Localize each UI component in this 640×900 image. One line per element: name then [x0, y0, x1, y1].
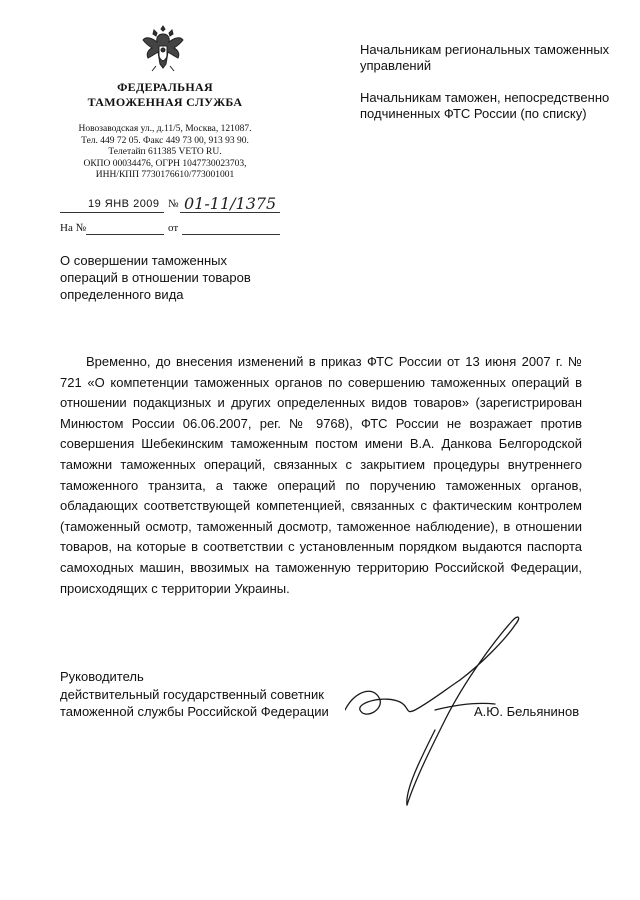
recipient-regional: Начальникам региональных таможенных управлений	[360, 42, 610, 73]
org-name-line1: ФЕДЕРАЛЬНАЯ	[117, 80, 213, 94]
signatory-title-line2: действительный государственный советник	[60, 686, 324, 702]
letter-subject: О совершении таможенных операций в отношении товаров определенного вида	[60, 253, 251, 302]
signatory-title	[60, 668, 360, 721]
signatory-title-line3: таможенной службы Российской Федерации	[60, 704, 329, 719]
reference-number-label: На №	[60, 222, 87, 234]
letter-body: Временно, до внесения изменений в приказ ФТС России от 13 июня 2007 г. № 721 «О компетенции таможенных органов по совершению таможенных операций в отношении подакцизных и других определенных видов товаров» (зарегистрирован Минюстом России 06.06.2007, рег. № 9768), ФТС России не возражает против совершения Шебекинским таможенным постом имени В.А. Данкова Белгородской таможни таможенных операций, связанных с закрытием процедуры внутреннего таможенного транзита, а также операций по поручению таможенных органов, обладающих соответствующей компетенцией, связанных с фактическим контролем (таможенный осмотр, таможенный досмотр, таможенное наблюдение), в отношении товаров, на которые в соответствии с установленным порядком выдаются паспорта самоходных машин, ввозимых на таможенную территорию Российской Федерации, происходящих с территории Украины.	[60, 354, 582, 596]
signatory-name: А.Ю. Бельянинов	[474, 704, 580, 719]
org-name-line2: ТАМОЖЕННАЯ СЛУЖБА	[87, 95, 243, 109]
teletype: Телетайп 611385 VETO RU.	[108, 147, 222, 157]
number-symbol: №	[168, 198, 179, 210]
okpo-ogrn: ОКПО 00034476, ОГРН 1047730023703,	[83, 158, 247, 169]
handwritten-signature-icon	[345, 610, 535, 810]
organization-name	[60, 80, 270, 110]
phone-fax: Тел. 449 72 05. Факс 449 73 00, 913 93 90.	[81, 135, 249, 146]
registration-date: 19 ЯНВ 2009	[88, 198, 160, 210]
registration-number: 01-11/1375	[184, 194, 277, 213]
reference-from-label: от	[168, 222, 179, 234]
organization-contacts	[60, 124, 270, 182]
inn-kpp: ИНН/КПП 7730176610/773001001	[95, 170, 235, 180]
recipients-block	[360, 42, 610, 138]
recipient-customs: Начальникам таможен, непосредственно подчиненных ФТС России (по списку)	[360, 90, 610, 121]
address: Новозаводская ул., д.11/5, Москва, 121087.	[78, 124, 252, 134]
double-headed-eagle-emblem-icon	[140, 22, 186, 74]
signatory-title-line1: Руководитель	[60, 669, 144, 684]
